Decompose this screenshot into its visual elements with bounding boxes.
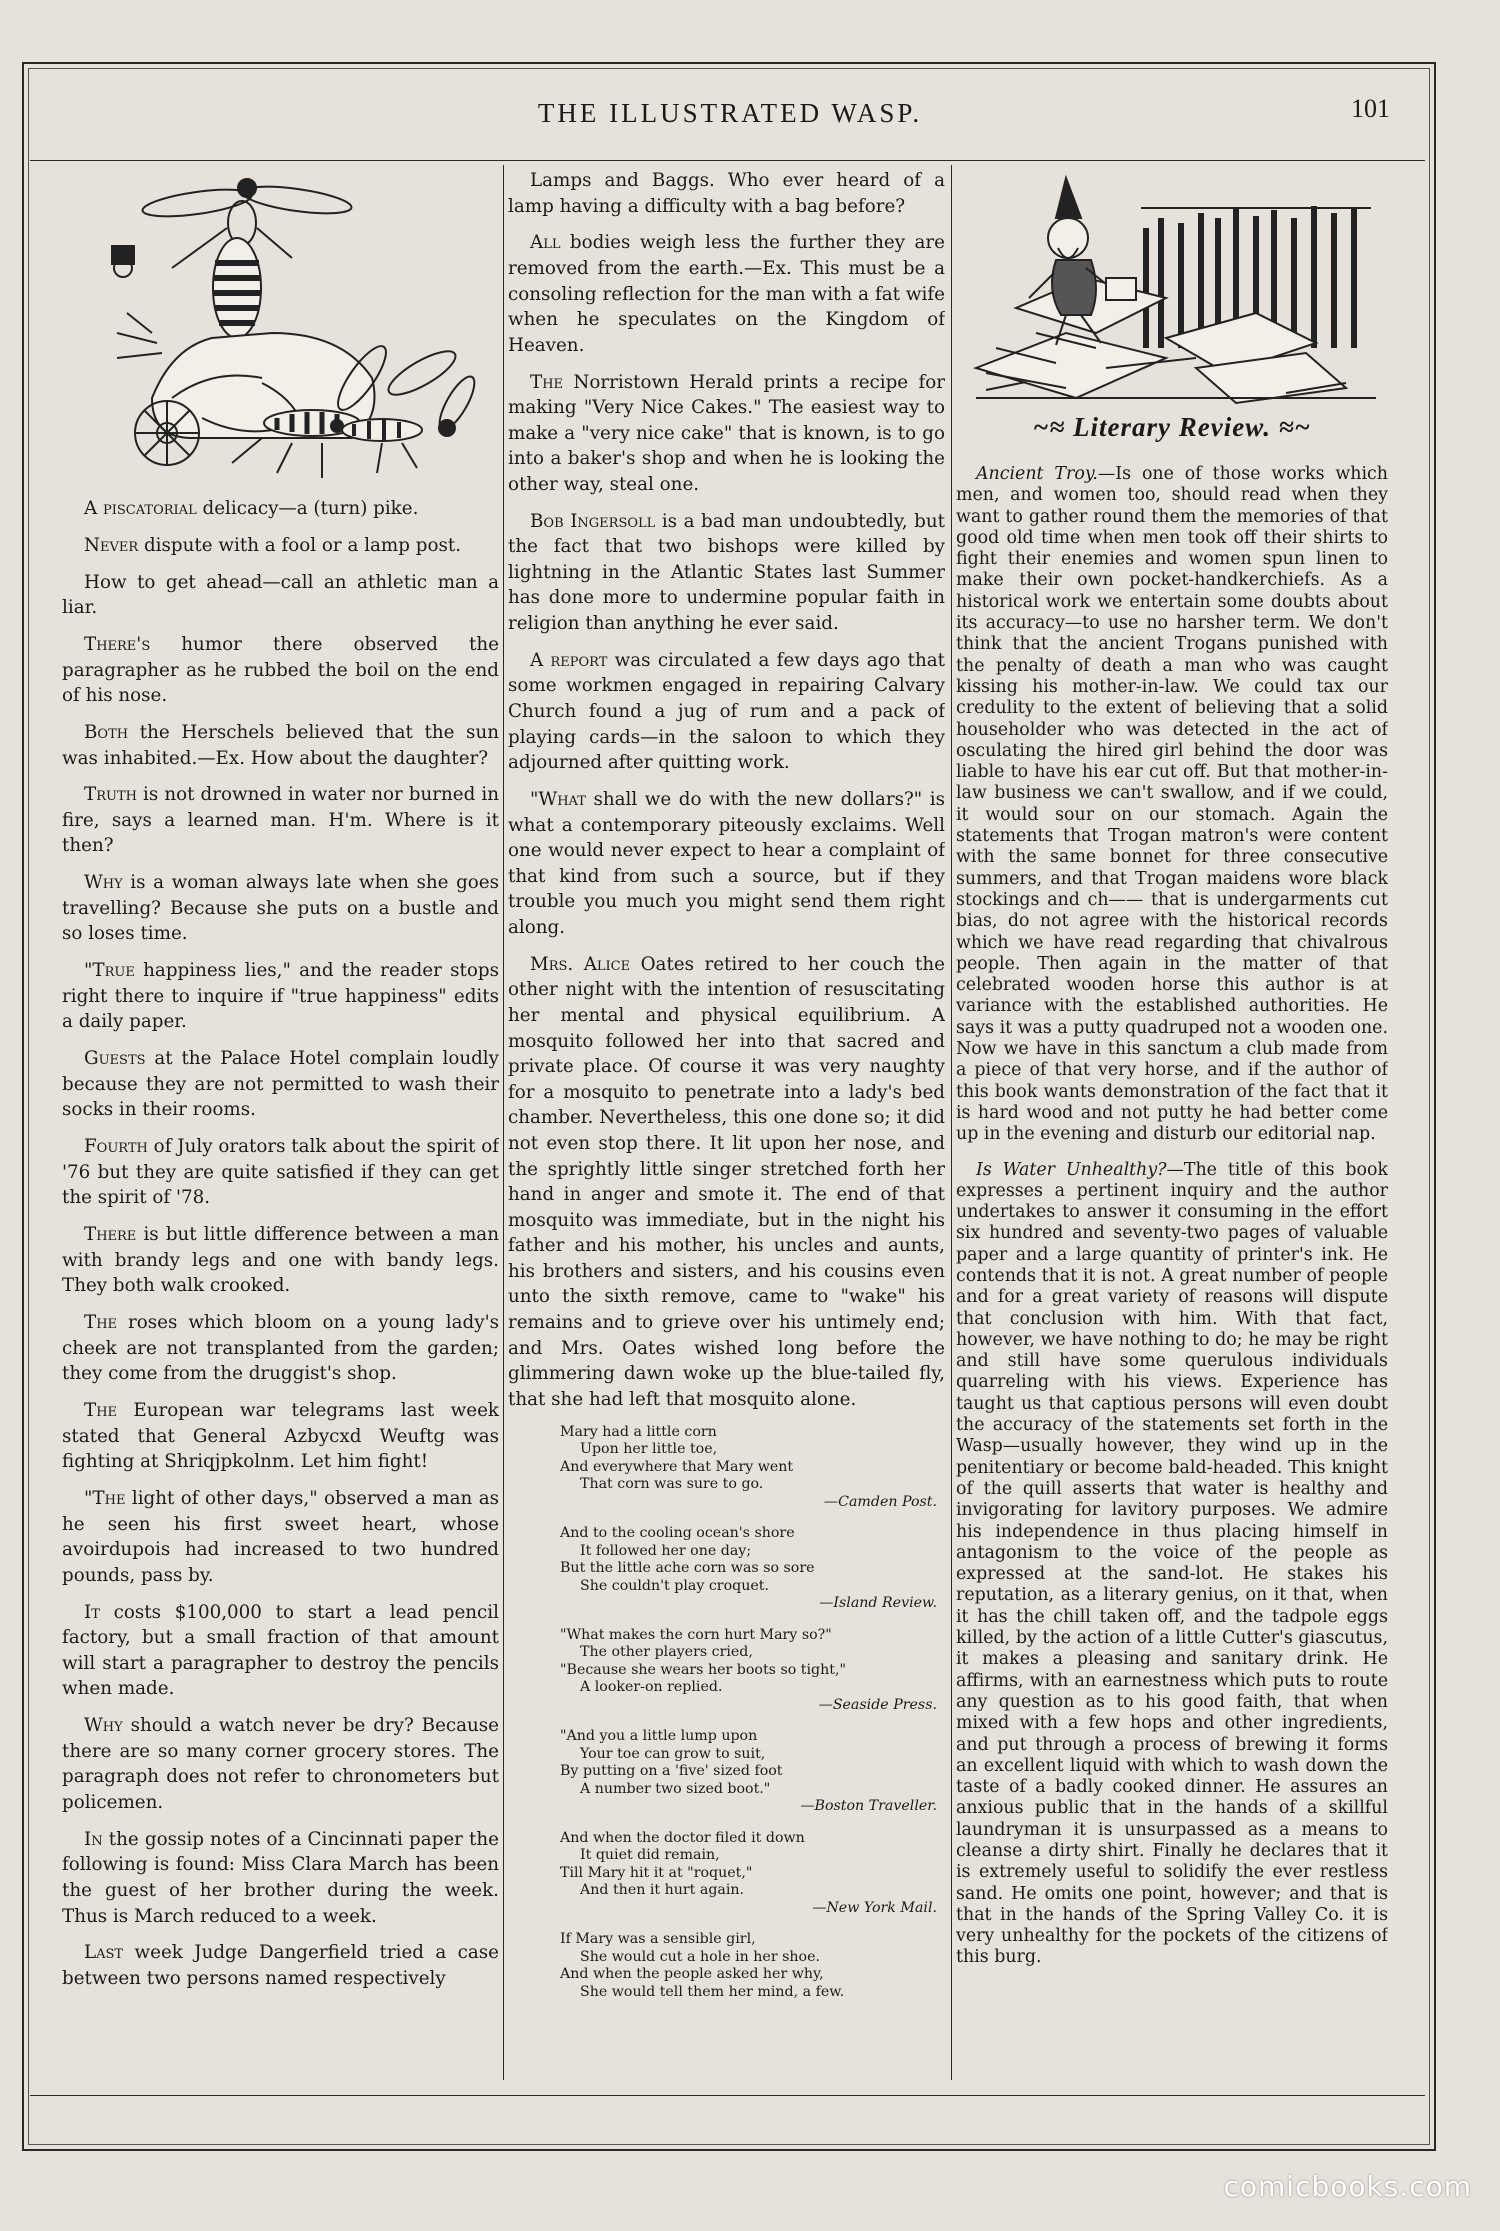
- paragraph-text: of July orators talk about the spirit of '76 but they are quite satisfied if they can get the spirit of '78.: [62, 1136, 499, 1209]
- paragraph-lead: Truth: [84, 784, 137, 806]
- paragraph: [956, 464, 1388, 1146]
- paragraph: [62, 1600, 499, 1702]
- paragraph-text: delicacy—a (turn) pike.: [196, 498, 419, 519]
- goblin-reading-books-illustration: [956, 168, 1388, 408]
- paragraph: [508, 370, 945, 498]
- poem-line: "Because she wears her boots so tight,": [560, 1661, 846, 1678]
- paragraph-text: should a watch never be dry? Because there are so many corner grocery stores. The paragraph does not refer to chronometers but policemen.: [62, 1715, 499, 1813]
- paragraph-text: is a bad man undoubtedly, but the fact that two bishops were killed by lightning in the Atlantic States last Summer has done more to undermine popular faith in religion than anything he ever said.: [508, 510, 945, 635]
- paragraph: [956, 1160, 1388, 1969]
- poem-source: —Camden Post.: [823, 1493, 937, 1510]
- paragraph: [62, 1486, 499, 1588]
- poem-line: And when the people asked her why,: [560, 1966, 824, 1983]
- column-1-items: [62, 496, 499, 1991]
- paragraph: [508, 648, 945, 776]
- paragraph-lead: It: [84, 1601, 100, 1623]
- paragraph-text: was circulated a few days ago that some workmen engaged in repairing Calvary Church found a jug of rum and a pack of playing cards—in the saloon to which they adjourned after quitting work.: [508, 649, 945, 774]
- poem-line: Till Mary hit it at "roquet,": [560, 1864, 753, 1881]
- poem-line: Your toe can grow to suit,: [580, 1745, 766, 1762]
- poem-source: —Seaside Press.: [818, 1696, 937, 1713]
- paragraph-text: is not drowned in water nor burned in fire, says a learned man. H'm. Where is it then?: [62, 784, 499, 857]
- paragraph-text: is a woman always late when she goes travelling? Because she puts on a bustle and so loses time.: [62, 872, 499, 945]
- flourish-left-icon: ~≈: [1033, 412, 1066, 442]
- poem-source: —Island Review.: [819, 1595, 937, 1612]
- paragraph-lead: The: [84, 1400, 118, 1422]
- paragraph-text: the Herschels believed that the sun was inhabited.—Ex. How about the daughter?: [62, 721, 499, 769]
- poem-stanza: [560, 1931, 945, 2001]
- paragraph-lead: In: [84, 1828, 103, 1850]
- poem-line: She would cut a hole in her shoe.: [580, 1948, 820, 1965]
- paragraph: [62, 496, 499, 522]
- paragraph: [62, 1940, 499, 1991]
- paragraph-lead: Bob Ingersoll: [530, 510, 656, 532]
- section-title: Literary Review.: [1073, 412, 1271, 442]
- paragraph-lead: Guests: [84, 1048, 146, 1070]
- poem-line: That corn was sure to go.: [580, 1476, 764, 1493]
- poem-line: The other players cried,: [580, 1644, 753, 1661]
- paragraph: [508, 787, 945, 941]
- paragraph: [62, 1827, 499, 1929]
- bottom-rule: [30, 2095, 1425, 2096]
- paragraph-text: roses which bloom on a young lady's cheek are not transplanted from the garden; they come from the druggist's shop.: [62, 1312, 499, 1385]
- paragraph-lead: The: [84, 1312, 118, 1334]
- poem-stanza: [560, 1728, 945, 1816]
- paragraph-lead: "What: [530, 789, 586, 810]
- paragraph-text: Lamps and Baggs. Who ever heard of a lamp having a difficulty with a bag before?: [508, 170, 945, 217]
- paragraph-text: Norristown Herald prints a recipe for making "Very Nice Cakes." The easiest way to make a "very nice cake" that is known, is to go into a baker's shop and when he is looking the other way, steal one.: [508, 371, 945, 495]
- paragraph-lead: Fourth: [84, 1136, 148, 1158]
- poem-source: —Boston Traveller.: [800, 1798, 937, 1815]
- paragraph: [508, 509, 945, 637]
- flourish-right-icon: ≈~: [1278, 412, 1311, 442]
- paragraph-text: is but little difference between a man with brandy legs and one with bandy legs. They both walk crooked.: [62, 1224, 499, 1297]
- poem-line: It followed her one day;: [580, 1542, 752, 1559]
- paragraph-lead: Why: [84, 872, 123, 894]
- paragraph-lead: Mrs. Alice: [530, 953, 631, 975]
- literary-review-body: [956, 464, 1388, 1969]
- paragraph: [62, 1310, 499, 1387]
- page-number: 101: [1351, 94, 1390, 123]
- paragraph-text: the gossip notes of a Cincinnati paper the following is found: Miss Clara March has been the guest of her brother during the week. Thus is March reduced to a week.: [62, 1828, 499, 1927]
- column-2-items: [508, 168, 945, 1412]
- poem-line: And when the doctor filed it down: [560, 1829, 805, 1846]
- paragraph-lead: There: [84, 1224, 137, 1246]
- paragraph-text: at the Palace Hotel complain loudly because they are not permitted to wash their socks in their rooms.: [62, 1048, 499, 1121]
- poem-line: And then it hurt again.: [580, 1882, 745, 1899]
- paragraph-lead: There's: [84, 633, 151, 655]
- poem-line: She couldn't play croquet.: [580, 1577, 769, 1594]
- paragraph: [62, 1398, 499, 1475]
- paragraph: [508, 168, 945, 219]
- paragraph-lead: Never: [84, 534, 139, 556]
- paragraph-text: bodies weigh less the further they are removed from the earth.—Ex. This must be a consoling reflection for the man with a fat wife when he speculates on the Kingdom of Heaven.: [508, 232, 945, 356]
- column-rule-1: [503, 165, 504, 2080]
- paragraph: [508, 952, 945, 1413]
- paragraph: [508, 230, 945, 358]
- column-1: [62, 168, 499, 2088]
- poem-line: A looker-on replied.: [580, 1679, 723, 1696]
- poem-line: Mary had a little corn: [560, 1423, 717, 1440]
- column-2: [508, 168, 945, 2088]
- column-3: [956, 168, 1388, 2088]
- paragraph-text: week Judge Dangerfield tried a case between two persons named respectively: [62, 1942, 499, 1989]
- paragraph: [62, 782, 499, 859]
- masthead-title: THE ILLUSTRATED WASP.: [537, 98, 923, 128]
- poem-stanza: [560, 1830, 945, 1918]
- poem-line: It quiet did remain,: [580, 1847, 720, 1864]
- column-rule-2: [951, 165, 952, 2080]
- poem-line: If Mary was a sensible girl,: [560, 1931, 756, 1948]
- paragraph-lead: "True: [84, 960, 135, 982]
- paragraph-text: humor there observed the paragrapher as he rubbed the boil on the end of his nose.: [62, 633, 499, 707]
- paragraph-lead: Is Water Unhealthy?: [976, 1159, 1167, 1180]
- paragraph: [62, 958, 499, 1035]
- paragraph-lead: The: [530, 371, 564, 393]
- header-rule: [30, 160, 1425, 161]
- poem-source: —New York Mail.: [812, 1899, 937, 1916]
- poem-line: And everywhere that Mary went: [560, 1458, 794, 1475]
- poem-line: "What makes the corn hurt Mary so?": [560, 1626, 832, 1643]
- paragraph-lead: All: [530, 232, 561, 254]
- poem-line: "And you a little lump upon: [560, 1728, 758, 1745]
- paragraph: [62, 632, 499, 709]
- paragraph-text: light of other days," observed a man as he seen his first sweet heart, whose avoirdupois had increased to two hundred pounds, pass by.: [62, 1488, 499, 1586]
- poem-stanza: [560, 1627, 945, 1715]
- paragraph-text: dispute with a fool or a lamp post.: [138, 534, 462, 556]
- paragraph: [62, 1046, 499, 1123]
- paragraph: [62, 533, 499, 559]
- paragraph-text: —The title of this book expresses a pertinent inquiry and the author undertakes to answer it consuming in the effort six hundred and seventy-two pages of valuable paper and a large quantity of printer's ink. He contends that it is not. A great number of people and for a great variety of reasons will dispute that conclusion with him. With that fact, however, we have nothing to do; he may be right and still have some querulous individuals quarreling with his views. Experience has taught us that captious persons will even doubt the accuracy of the statements set forth in the Wasp—usually however, they wind up in the penitentiary or become bald-headed. This knight of the quill asserts that water is healthy and invigorating for lavitory purposes. We admire his independence in thus placing himself in antagonism to the voice of the people as expressed at the sand-lot. He stakes his reputation, as a literary genius, on it that, when it has the chill taken off, and the tadpole eggs killed, by the action of a little Cutter's giascutus, it makes a pleasing and sanitary drink. He affirms, with an earnestness which puts to route any question as to his good faith, that when mixed with a few hops and other ingredients, and put through a process of brewing it forms an excellent liquid with which to wash down the taste of a badly cooked dinner. He assures an anxious public that in the hands of a skillful laundryman it is unsurpassed as a means to cleanse a dirty shirt. Finally he declares that it is extremely useful to solidify the ever restless sand. He omits one point, however; and that is that in the hands of the Spring Valley Co. it is very unhealthy for the pockets of the citizens of this burg.: [956, 1159, 1388, 1968]
- paragraph-lead: "The: [84, 1488, 126, 1510]
- paragraph: [62, 870, 499, 947]
- paragraph-text: —Is one of those works which men, and women too, should read when they want to gather round them the memories of that good old time when men took off their shirts to fight their enemies and women spun linen to make their own pocket-handkerchiefs. As a historical work we entertain some doubts about its accuracy—to use no harsher term. We don't think that the ancient Trogans punished with the penalty of death a man who was caught kissing his mother-in-law. We could tax our credulity to the extent of believing that a solid householder who was detected in the act of osculating the hired girl behind the door was liable to have his ear cut off. But that mother-in-law business we can't swallow, and if we could, it would sour on our stomach. Again the statements that Trogan matron's were content with the same bonnet for three consecutive summers, and that Trogan maidens wore black stockings and ch—— that is undergarments cut bias, do not agree with the historical records which we have read regarding that chivalrous people. Then again in the matter of that celebrated wooden horse this author is at variance with the established authorities. He says it was a putty quadruped not a wooden one. Now we have in this sanctum a club made from a piece of that very horse, and if the author of this book wants demonstration of the fact that it is hard wood and not putty he had better come up in the evening and disturb our editorial nap.: [956, 464, 1388, 1145]
- paragraph-text: happiness lies," and the reader stops right there to inquire if "true happiness" edits a daily paper.: [62, 960, 499, 1033]
- paragraph-text: costs $100,000 to start a lead pencil factory, but a small fraction of that amount will start a paragrapher to destroy the pencils when made.: [62, 1601, 499, 1700]
- poem-line: By putting on a 'five' sized foot: [560, 1763, 783, 1780]
- paragraph-lead: Last: [84, 1942, 124, 1964]
- poem-stanza: [560, 1424, 945, 1512]
- poem-line: Upon her little toe,: [580, 1441, 718, 1458]
- poem-line: A number two sized boot.": [580, 1780, 771, 1797]
- wasp-chariot-illustration: [62, 168, 499, 488]
- watermark: comicbooks.com: [1223, 2170, 1472, 2203]
- literary-review-heading: [956, 412, 1388, 462]
- paragraph-lead: Ancient Troy.: [976, 464, 1098, 484]
- paragraph-lead: A piscatorial: [84, 498, 197, 519]
- paragraph-text: European war telegrams last week stated that General Azbycxd Weuftg was fighting at Shriqjpkolnm. Let him fight!: [62, 1400, 499, 1473]
- paragraph: [62, 1134, 499, 1211]
- poem-line: And to the cooling ocean's shore: [560, 1525, 795, 1542]
- page-header: [30, 80, 1430, 160]
- paragraph-text: How to get ahead—call an athletic man a liar.: [62, 571, 499, 619]
- paragraph-text: shall we do with the new dollars?" is what a contemporary piteously exclaims. Well one would never expect to hear a complaint of that kind from such a source, but if they trouble you much you might send them right along.: [508, 789, 945, 938]
- paragraph: [62, 720, 499, 771]
- paragraph-lead: Both: [84, 721, 129, 743]
- poem-stanza: [560, 1525, 945, 1613]
- paragraph: [62, 570, 499, 621]
- poem-line: She would tell them her mind, a few.: [580, 1983, 845, 2000]
- paragraph-lead: A report: [530, 649, 608, 671]
- paragraph-text: Oates retired to her couch the other night with the intention of resuscitating her mental and physical equilibrium. A mosquito followed her into that sacred and private place. Of course it was very naughty for a mosquito to penetrate into a lady's bed chamber. Nevertheless, this one done so; it did not even stop there. It lit upon her nose, and the sprightly little singer stretched forth her hand in anger and smote it. The end of that mosquito was immediate, but in the night his father and his mother, his uncles and aunts, his brothers and sisters, and his cousins even unto the sixth remove, came to "wake" his remains and to grieve over his untimely end; and Mrs. Oates wished long before the glimmering dawn woke up the blue-tailed fly, that she had left that mosquito alone.: [508, 953, 945, 1410]
- paragraph-lead: Why: [84, 1715, 123, 1737]
- poem-line: But the little ache corn was so sore: [560, 1560, 815, 1577]
- paragraph: [62, 1713, 499, 1815]
- paragraph: [62, 1222, 499, 1299]
- poem-block: [508, 1424, 945, 2002]
